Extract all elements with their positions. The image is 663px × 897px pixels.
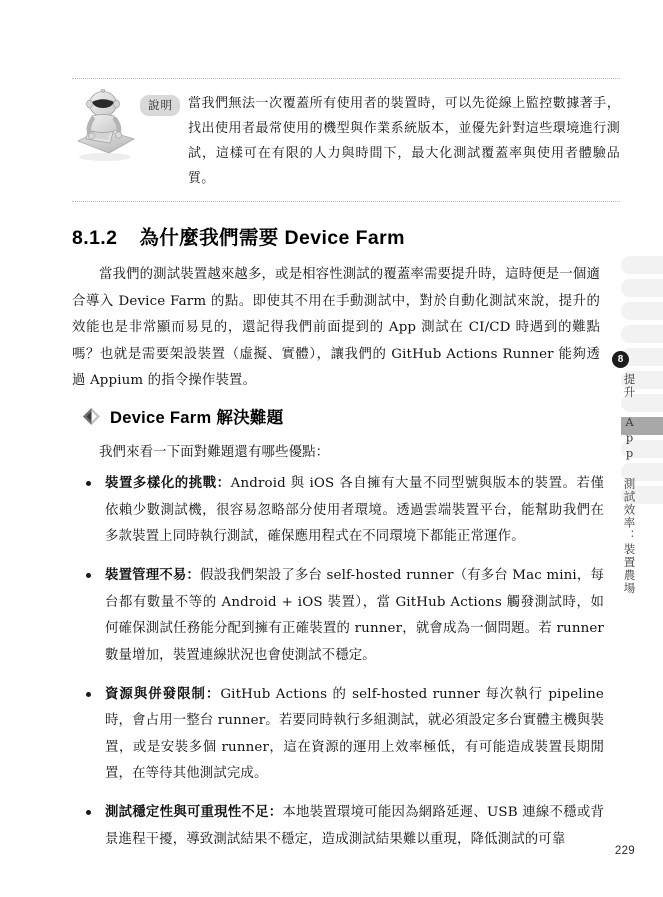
list-item-body: 假設我們架設了多台 self-hosted runner（有多台 Mac mini，每台都有數量不等的 Android + iOS 裝置），當 GitHub Actions 觸發測試時，如何確保測試任務能分配到擁有正確裝置的 runner，就會成為一個問題。若 runner 數量增加，裝置連線狀況也會使測試不穩定。: [105, 568, 604, 663]
chapter-number-badge: 8: [612, 351, 629, 368]
bullet-list: [86, 470, 604, 865]
subsection-lead-paragraph: 我們來看一下面對難題還有哪些優點：: [99, 445, 330, 460]
subsection-heading: [82, 404, 284, 428]
list-item-text: [105, 681, 604, 788]
section-title: 為什麼我們需要 Device Farm: [139, 227, 405, 249]
robot-laptop-icon: [72, 91, 140, 163]
list-item-text: [105, 562, 604, 669]
chapter-tab-2: [621, 279, 663, 297]
diamond-bullet-icon: [82, 407, 101, 426]
list-item-body: GitHub Actions 的 self-hosted runner 每次執行 pipeline 時，會占用一整台 runner。若要同時執行多組測試，就必須設定多台實體主機與裝置，或是安裝多個 runner，這在資源的運用上效率極低，有可能造成裝置長期閒置，在等待其他測試完成。: [105, 686, 604, 781]
bullet-dot-icon: [86, 481, 91, 486]
list-item: [86, 799, 604, 853]
section-number: 8.1.2: [72, 227, 118, 249]
list-item-body: 本地裝置環境可能因為網路延遲、USB 連線不穩或背景進程干擾，導致測試結果不穩定，造成測試結果難以重現，降低測試的可靠: [105, 805, 604, 847]
list-item-term: 裝置管理不易：: [105, 567, 200, 583]
list-item-text: [105, 470, 604, 551]
page-number: 229: [614, 845, 635, 857]
list-item-term: 裝置多樣化的挑戰：: [105, 475, 231, 491]
bullet-dot-icon: [86, 692, 91, 697]
note-bottom-divider: [72, 201, 620, 202]
bullet-dot-icon: [86, 573, 91, 578]
list-item-body: Android 與 iOS 各自擁有大量不同型號與版本的裝置。若僅依賴少數測試機，很容易忽略部分使用者環境。透過雲端裝置平台，能幫助我們在多款裝置上同時執行測試，確保應用程式在不同環境下都能正常運作。: [105, 476, 604, 544]
note-badge-label: 說明: [140, 95, 180, 116]
note-badge-wrapper: [140, 94, 180, 116]
chapter-tab-4: [621, 325, 663, 343]
chapter-tab-3: [621, 302, 663, 320]
list-item: [86, 562, 604, 669]
bullet-dot-icon: [86, 810, 91, 815]
list-item: [86, 470, 604, 551]
section-heading: [72, 222, 405, 250]
list-item: [86, 681, 604, 788]
note-text: 當我們無法一次覆蓋所有使用者的裝置時，可以先從線上監控數據著手，找出使用者最常使用的機型與作業系統版本，並優先針對這些環境進行測試，這樣可在有限的人力與時間下，最大化測試覆蓋率與使用者體驗品質。: [188, 96, 620, 186]
note-body: [72, 79, 620, 201]
list-item-term: 資源與併發限制：: [105, 685, 221, 702]
chapter-title-vertical: 提升 App 測試效率：裝置農場: [622, 373, 637, 596]
list-item-term: 測試穩定性與可重現性不足：: [105, 804, 283, 820]
chapter-tab-1: [621, 256, 663, 274]
list-item-text: [105, 799, 604, 853]
subsection-title: Device Farm 解決難題: [110, 409, 284, 427]
section-body-paragraph: 當我們的測試裝置越來越多，或是相容性測試的覆蓋率需要提升時，這時便是一個適合導入 Device Farm 的點。即使其不用在手動測試中，對於自動化測試來說，提升的效能也是非常顯而易見的，還記得我們前面提到的 App 測試在 CI/CD 時遇到的難點嗎？也就是需要架設裝置（虛擬、實體），讓我們的 GitHub Actions Runner 能夠透過 Appium 的指令操作裝置。: [72, 267, 601, 388]
note-callout: [72, 78, 620, 202]
